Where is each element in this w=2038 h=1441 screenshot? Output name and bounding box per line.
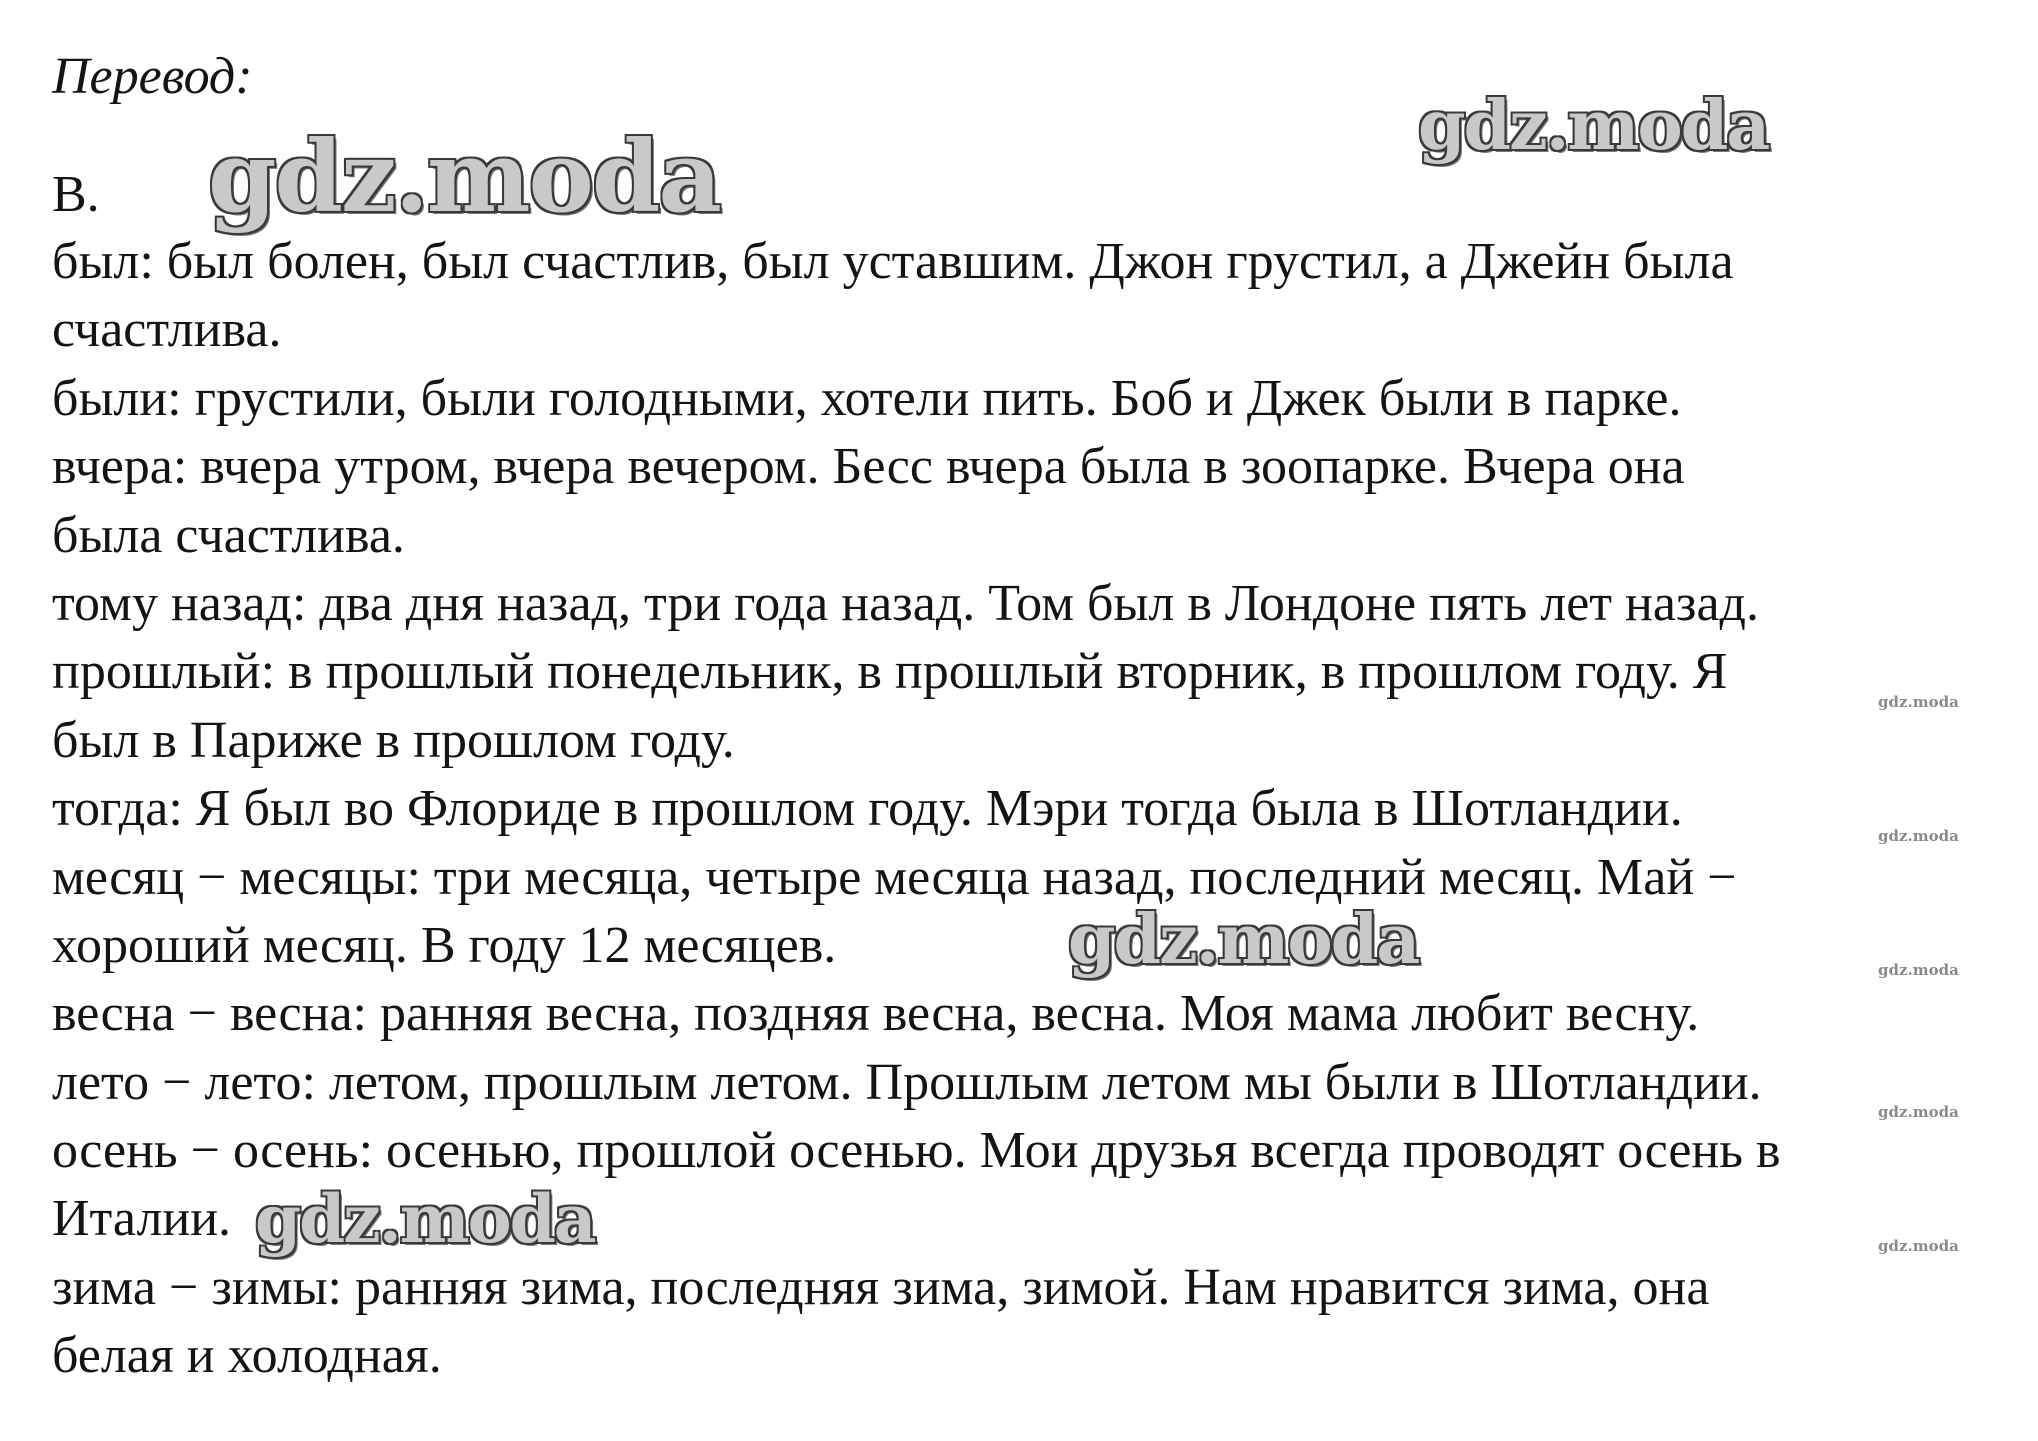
text-line: была счастлива. [52,506,405,564]
text-line: белая и холодная. [52,1327,442,1385]
watermark-logo: gdz.moda [1068,900,1419,980]
watermark-logo: gdz.moda [255,1180,595,1258]
page-heading: Перевод: [52,48,253,105]
watermark-small: gdz.moda [1878,827,1959,845]
watermark-small: gdz.moda [1878,1237,1959,1255]
text-line: Италии. [52,1190,232,1248]
text-line: прошлый: в прошлый понедельник, в прошлый вторник, в прошлом году. Я [52,643,1728,701]
watermark-small: gdz.moda [1878,693,1959,711]
text-line: лето − лето: летом, прошлым летом. Прошлым летом мы были в Шотландии. [52,1053,1762,1111]
section-letter: B. [52,166,100,223]
text-line: зима − зимы: ранняя зима, последняя зима, зимой. Нам нравится зима, она [52,1258,1710,1316]
text-line: были: грустили, были голодными, хотели пить. Боб и Джек были в парке. [52,369,1682,427]
text-line: весна − весна: ранняя весна, поздняя весна, весна. Моя мама любит весну. [52,985,1700,1043]
text-line: хороший месяц. В году 12 месяцев. [52,916,837,974]
text-line: был: был болен, был счастлив, был уставшим. Джон грустил, а Джейн была [52,233,1734,290]
text-line: месяц − месяцы: три месяца, четыре месяца назад, последний месяц. Май − [52,848,1737,906]
text-line: осень − осень: осенью, прошлой осенью. Мои друзья всегда проводят осень в [52,1122,1781,1180]
watermark-logo: gdz.moda [208,120,720,235]
watermark-small: gdz.moda [1878,1103,1959,1121]
text-line: тому назад: два дня назад, три года назад. Том был в Лондоне пять лет назад. [52,574,1759,632]
text-line: был в Париже в прошлом году. [52,711,735,769]
text-line: вчера: вчера утром, вчера вечером. Бесс вчера была в зоопарке. Вчера она [52,438,1685,496]
watermark-small: gdz.moda [1878,961,1959,979]
text-line: тогда: Я был во Флориде в прошлом году. Мэри тогда была в Шотландии. [52,780,1683,838]
watermark-logo: gdz.moda [1418,86,1769,166]
text-line: счастлива. [52,301,282,359]
